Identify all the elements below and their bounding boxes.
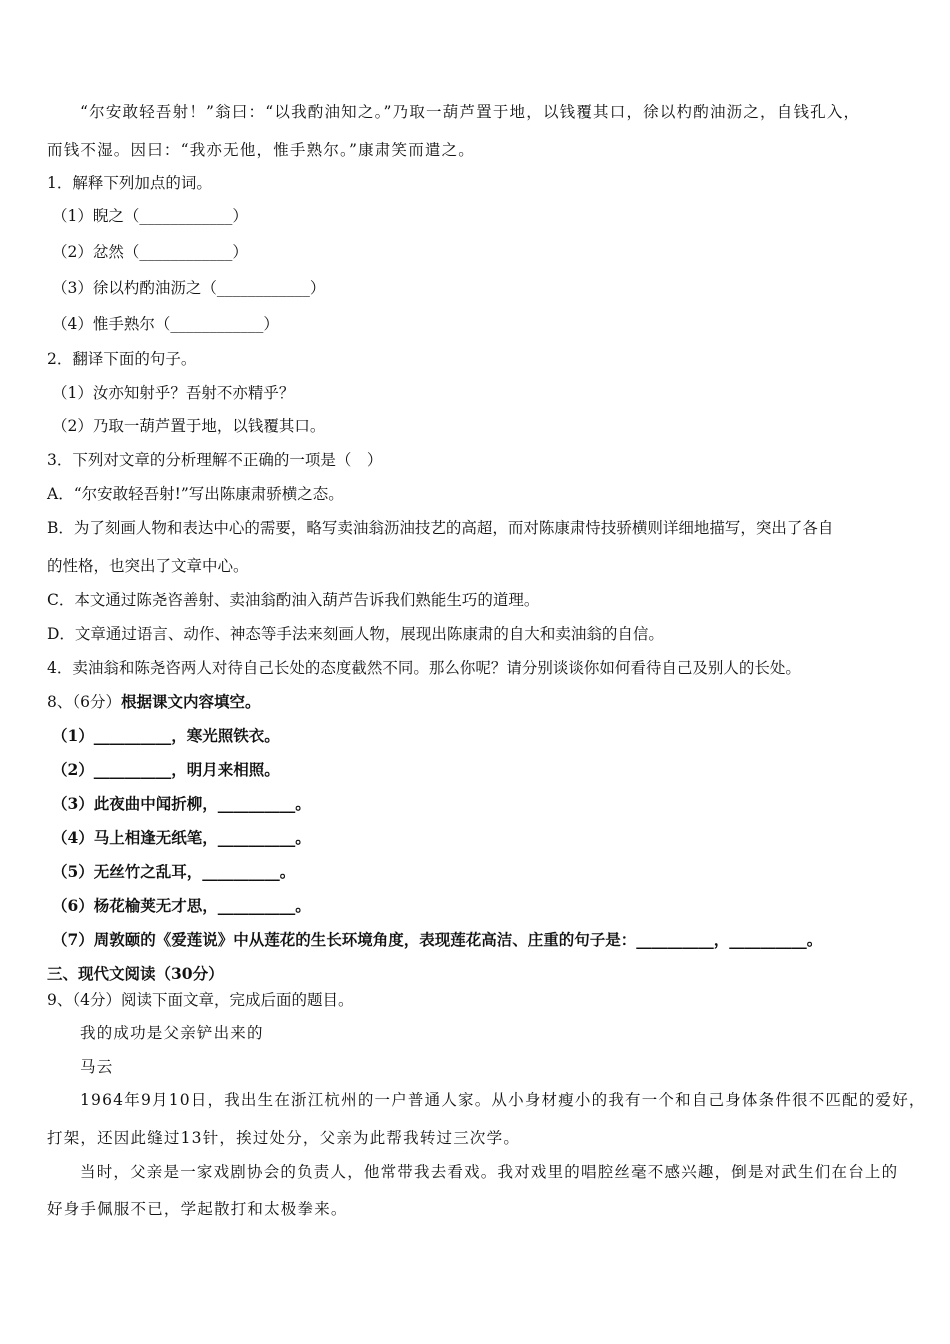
question-2-item-2: （2）乃取一葫芦置于地，以钱覆其口。	[52, 417, 326, 435]
question-3-title: 3．下列对文章的分析理解不正确的一项是（ ）	[47, 451, 383, 469]
question-8-item-3: （3）此夜曲中闻折柳，__________。	[52, 794, 311, 813]
question-1-item-4: （4）惟手熟尔（____________）	[52, 315, 279, 333]
question-8-header	[47, 692, 910, 712]
question-1-item-3: （3）徐以杓酌油沥之（____________）	[52, 279, 326, 297]
question-1-title: 1．解释下列加点的词。	[47, 174, 212, 192]
question-8-item-2: （2）__________，明月来相照。	[52, 760, 280, 779]
question-3-option-a: A．“尔安敢轻吾射!”写出陈康肃骄横之态。	[47, 485, 344, 503]
question-3-option-b-line-2: 的性格，也突出了文章中心。	[47, 557, 249, 575]
question-3-option-d: D．文章通过语言、动作、神态等手法来刻画人物，展现出陈康肃的自大和卖油翁的自信。	[47, 625, 664, 643]
article-paragraph-1-line-2: 打架，还因此缝过13针，挨过处分，父亲为此帮我转过三次学。	[47, 1129, 521, 1147]
article-paragraph-2-line-2: 好身手佩服不已，学起散打和太极拳来。	[47, 1200, 348, 1218]
question-8-item-5: （5）无丝竹之乱耳，__________。	[52, 862, 296, 881]
question-9-title: 9、（4分）阅读下面文章，完成后面的题目。	[47, 991, 354, 1009]
question-4-title: 4．卖油翁和陈尧咨两人对待自己长处的态度截然不同。那么你呢？请分别谈谈你如何看待自己及别人的长处。	[47, 659, 801, 677]
classical-passage-line-2: 而钱不湿。因曰：“我亦无他，惟手熟尔。”康肃笑而遣之。	[47, 141, 475, 159]
article-author: 马云	[80, 1058, 114, 1076]
article-title: 我的成功是父亲铲出来的	[80, 1024, 264, 1042]
article-paragraph-1-line-1: 1964年9月10日，我出生在浙江杭州的一户普通人家。从小身材瘦小的我有一个和自己身体条件很不匹配的爱好，	[80, 1091, 926, 1109]
question-8-item-1: （1）__________，寒光照铁衣。	[52, 726, 280, 745]
question-2-item-1: （1）汝亦知射乎？吾射不亦精乎？	[52, 384, 295, 402]
section-3-heading: 三、现代文阅读（30分）	[47, 964, 224, 983]
question-8-item-7: （7）周敦颐的《爱莲说》中从莲花的生长环境角度，表现莲花高洁、庄重的句子是：__________，__________。	[52, 930, 823, 949]
question-8-item-6: （6）杨花榆荚无才思，__________。	[52, 896, 311, 915]
question-8-item-4: （4）马上相逢无纸笔，__________。	[52, 828, 311, 847]
question-3-option-c: C．本文通过陈尧咨善射、卖油翁酌油入葫芦告诉我们熟能生巧的道理。	[47, 591, 540, 609]
question-1-item-1: （1）睨之（____________）	[52, 207, 248, 225]
question-8-prefix: 8、（6分）	[47, 693, 121, 711]
question-3-option-b-line-1: B．为了刻画人物和表达中心的需要，略写卖油翁沥油技艺的高超，而对陈康肃恃技骄横则详细地描写，突出了各自	[47, 519, 834, 537]
article-paragraph-2-line-1: 当时，父亲是一家戏剧协会的负责人，他常带我去看戏。我对戏里的唱腔丝毫不感兴趣，倒是对武生们在台上的	[80, 1163, 899, 1181]
question-8-title: 根据课文内容填空。	[120, 692, 261, 711]
question-1-item-2: （2）忿然（____________）	[52, 243, 248, 261]
classical-passage-line-1: “尔安敢轻吾射！”翁曰：“以我酌油知之。”乃取一葫芦置于地，以钱覆其口，徐以杓酌油沥之，自钱孔入，	[80, 103, 861, 121]
question-2-title: 2．翻译下面的句子。	[47, 350, 197, 368]
